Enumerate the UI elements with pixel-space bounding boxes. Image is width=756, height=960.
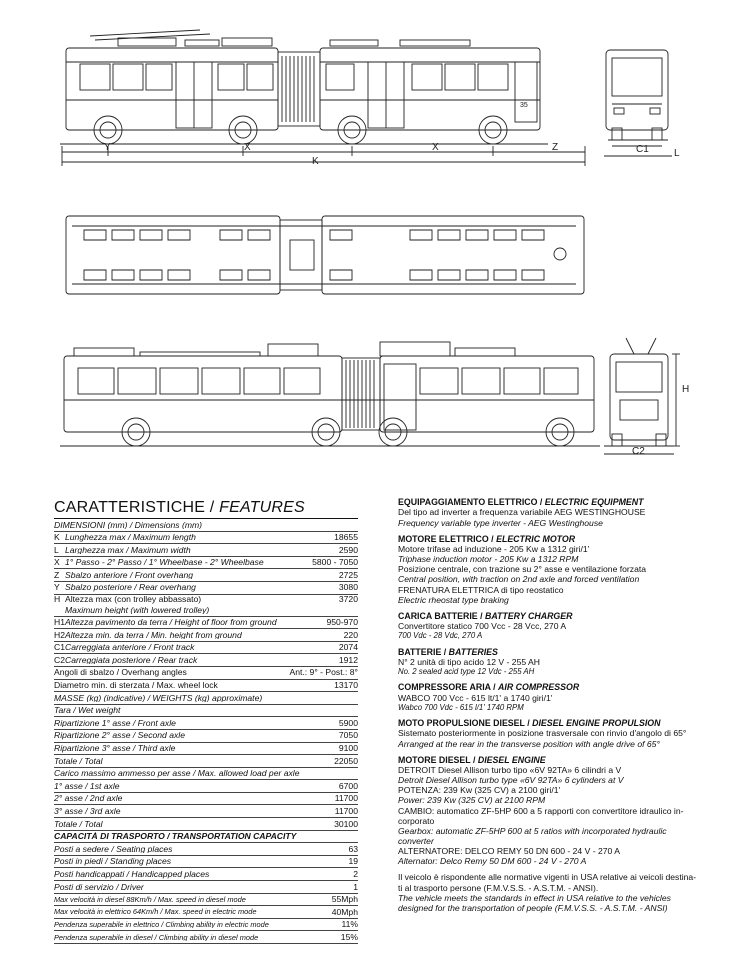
table-row: Posti a sedere / Seating places 63: [54, 843, 358, 856]
table-row: Max velocità in elettrico 64Km/h / Max. speed in electric mode 40Mph: [54, 906, 358, 919]
table-row: 2° asse / 2nd axle 11700: [54, 793, 358, 806]
table-row: Totale / Total 22050: [54, 755, 358, 768]
table-row: Max velocità in diesel 88Km/h / Max. speed in diesel mode 55Mph: [54, 894, 358, 907]
table-row: L Larghezza max / Maximum width 2590: [54, 544, 358, 557]
table-row: C2 Carreggiata posteriore / Rear track 1912: [54, 654, 358, 667]
electric-equipment-section: EQUIPAGGIAMENTO ELETTRICO / ELECTRIC EQUIPMENT Del tipo ad inverter a frequenza variabile AEG WESTINGHOUSE Frequency variable type inverter - AEG Westinghouse: [398, 497, 698, 528]
table-row: Y Sbalzo posteriore / Rear overhang 3080: [54, 582, 358, 595]
bus-number-label: 35: [520, 102, 528, 109]
table-row: Ripartizione 1° asse / Front axle 5900: [54, 717, 358, 730]
rear-view: [604, 338, 680, 454]
dimensions-header: DIMENSIONI (mm) / Dimensions (mm): [54, 519, 358, 532]
dim-x-label-2: X: [432, 142, 439, 153]
table-row: Z Sbalzo anteriore / Front overhang 2725: [54, 569, 358, 582]
dim-k-label: K: [312, 156, 319, 167]
features-title: CARATTERISTICHE / FEATURES: [54, 500, 358, 519]
table-row: H2 Altezza min. da terra / Min. height from ground 220: [54, 629, 358, 642]
equipment-column: [398, 497, 698, 919]
weights-header: MASSE (kg) (indicative) / WEIGHTS (kg) approximate): [54, 692, 358, 705]
side-elevation-top: [60, 30, 585, 166]
capacity-header: CAPACITÀ DI TRASPORTO / TRANSPORTATION CAPACITY: [54, 831, 358, 844]
compressor-section: COMPRESSORE ARIA / AIR COMPRESSOR WABCO 700 Vcc - 615 lt/1' a 1740 giri/1' Wabco 700 Vdc - 615 l/1' 1740 RPM: [398, 682, 698, 712]
diesel-propulsion-section: MOTO PROPULSIONE DIESEL / DIESEL ENGINE PROPULSION Sistemato posteriormente in posizione trasversale con rinvio d'angolo di 65° Arranged at the rear in the transverse position with angle drive of 65°: [398, 718, 698, 749]
compliance-note: Il veicolo è rispondente alle normative vigenti in USA relative ai veicoli destina- ti al trasporto persone (F.M.V.S.S. - A.S.T.M. - ANSI). The vehicle meets the standards in effect in USA relative to the vehicles designed for the transportation of people (F.M.V.S.S. - A.S.T.M. - ANSI): [398, 872, 697, 913]
table-row: 3° asse / 3rd axle 11700: [54, 805, 358, 818]
table-row: Ripartizione 3° asse / Third axle 9100: [54, 743, 358, 756]
table-row: H1 Altezza pavimento da terra / Height of floor from ground 950-970: [54, 617, 358, 630]
table-row: Posti handicappati / Handicapped places 2: [54, 868, 358, 881]
features-table: [54, 500, 358, 944]
table-row: Angoli di sbalzo / Overhang angles Ant.: 9° - Post.: 8°: [54, 667, 358, 680]
dim-c2-label: C2: [632, 446, 645, 457]
section-heading: MOTORE ELETTRICO / ELECTRIC MOTOR: [398, 533, 576, 544]
dim-z-label: Z: [552, 142, 559, 153]
electric-motor-section: MOTORE ELETTRICO / ELECTRIC MOTOR Motore trifase ad induzione - 205 Kw a 1312 giri/1' Triphase induction motor - 205 Kw a 1312 RPM Posizione centrale, con trazione su 2° asse e ventilazione forzata Central position, with traction on 2nd axle and forced ventilation FRENATURA ELETTRICA di tipo reostatico Electric rheostat type braking: [398, 534, 698, 605]
table-row: Posti in piedi / Standing places 19: [54, 856, 358, 869]
dim-l-label: L: [674, 148, 680, 159]
section-heading: EQUIPAGGIAMENTO ELETTRICO / ELECTRIC EQUIPMENT: [398, 497, 644, 507]
section-heading: CARICA BATTERIE / BATTERY CHARGER: [398, 610, 573, 621]
table-row: K Lunghezza max / Maximum length 18655: [54, 532, 358, 545]
side-elevation-bottom: [60, 342, 600, 446]
table-row: 1° asse / 1st axle 6700: [54, 780, 358, 793]
section-heading: BATTERIE / BATTERIES: [398, 646, 498, 657]
dim-y-label: Y: [104, 142, 111, 153]
diesel-engine-section: MOTORE DIESEL / DIESEL ENGINE DETROIT Diesel Allison turbo tipo «6V 92TA» 6 cilindri a V Detroit Diesel Allison turbo type «6V 92TA» 6 cylinders at V POTENZA: 239 Kw (325 CV) a 2100 giri/1' Power: 239 Kw (325 CV) at 2100 RPM CAMBIO: automatico ZF-5HP 600 a 5 rapporti con convertitore idraulico in- corporato Gearbox: automatic ZF-5HP 600 at 5 ratios with incorporated hydraulic converter ALTERNATORE: DELCO REMY 50 DN 600 - 24 V - 270 A Alternator: Delco Remy 50 DM 600 - 24 V - 270 A: [398, 755, 698, 867]
battery-charger-section: CARICA BATTERIE / BATTERY CHARGER Convertitore statico 700 Vcc - 28 Vcc, 270 A 700 Vdc - 28 Vdc, 270 A: [398, 611, 698, 641]
section-heading: COMPRESSORE ARIA / AIR COMPRESSOR: [398, 682, 580, 693]
table-row: Pendenza superabile in diesel / Climbing ability in diesel mode 15%: [54, 931, 358, 944]
dim-h-label: H: [682, 384, 690, 395]
section-heading: MOTORE DIESEL / DIESEL ENGINE: [398, 754, 546, 765]
table-row: Carico massimo ammesso per asse / Max. allowed load per axle: [54, 768, 358, 781]
table-row: X 1° Passo - 2° Passo / 1° Wheelbase - 2° Wheelbase 5800 - 7050: [54, 557, 358, 570]
dim-x-label-1: X: [244, 142, 251, 153]
table-row: Tara / Wet weight: [54, 705, 358, 718]
table-row: Ripartizione 2° asse / Second axle 7050: [54, 730, 358, 743]
front-view: [604, 50, 672, 156]
table-row: Posti di servizio / Driver 1: [54, 881, 358, 894]
table-row: Totale / Total 30100: [54, 818, 358, 831]
table-row: H Altezza max (con trolley abbassato) 3720: [54, 594, 358, 605]
dim-c1-label: C1: [636, 144, 649, 155]
table-row: Maximum height (with lowered trolley): [54, 605, 358, 617]
table-row: C1 Carreggiata anteriore / Front track 2074: [54, 642, 358, 655]
batteries-section: BATTERIE / BATTERIES N° 2 unità di tipo acido 12 V - 255 AH No. 2 sealed acid type 12 Vdc - 255 AH: [398, 647, 698, 677]
plan-view: [66, 216, 584, 294]
table-row: Pendenza superabile in elettrico / Climbing ability in electric mode 11%: [54, 919, 358, 932]
section-heading: MOTO PROPULSIONE DIESEL / DIESEL ENGINE PROPULSION: [398, 717, 661, 728]
table-row: Diametro min. di sterzata / Max. wheel lock 13170: [54, 680, 358, 693]
